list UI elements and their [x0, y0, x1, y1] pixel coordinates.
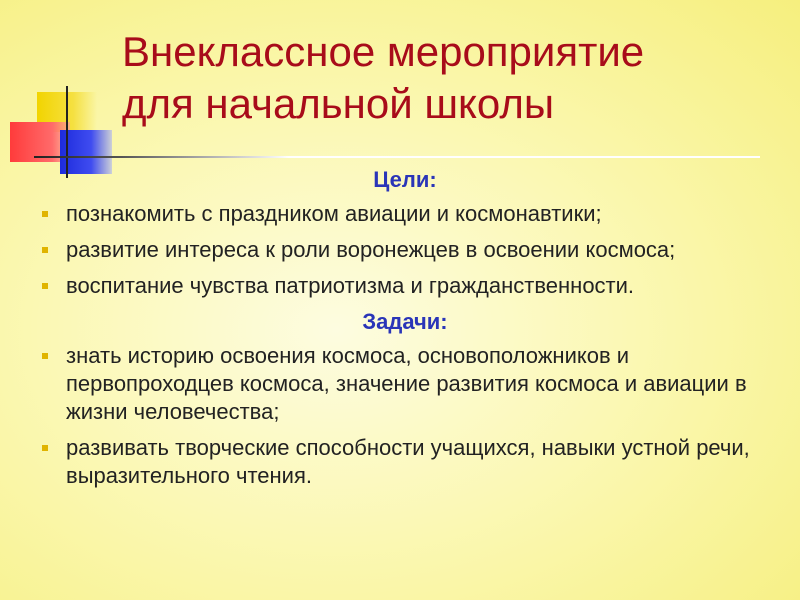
decorative-squares [0, 0, 130, 190]
goals-heading: Цели: [373, 167, 437, 192]
tasks-heading: Задачи: [362, 309, 448, 334]
title-divider-line [34, 156, 760, 158]
square-bullet-icon [42, 353, 48, 359]
list-item-text: знать историю освоения космоса, основоположников и первопроходцев космоса, значение развития космоса и авиации в жизни человечества; [66, 343, 747, 424]
slide-title [122, 26, 782, 130]
goals-list [40, 200, 770, 300]
list-item [40, 342, 770, 426]
list-item-text: развивать творческие способности учащихся, навыки устной речи, выразительного чтения. [66, 435, 750, 488]
list-item-text: познакомить с праздником авиации и космонавтики; [66, 201, 602, 226]
list-item [40, 200, 770, 228]
square-bullet-icon [42, 211, 48, 217]
list-item [40, 236, 770, 264]
list-item-text: развитие интереса к роли воронежцев в освоении космоса; [66, 237, 676, 262]
square-bullet-icon [42, 445, 48, 451]
vertical-line [66, 86, 68, 178]
title-line-2: для начальной школы [122, 80, 555, 127]
list-item-text: воспитание чувства патриотизма и гражданственности. [66, 273, 635, 298]
square-bullet-icon [42, 247, 48, 253]
title-line-1: Внеклассное мероприятие [122, 28, 645, 75]
tasks-list [40, 342, 770, 490]
square-bullet-icon [42, 283, 48, 289]
list-item [40, 434, 770, 490]
list-item [40, 272, 770, 300]
slide-content [40, 166, 770, 498]
